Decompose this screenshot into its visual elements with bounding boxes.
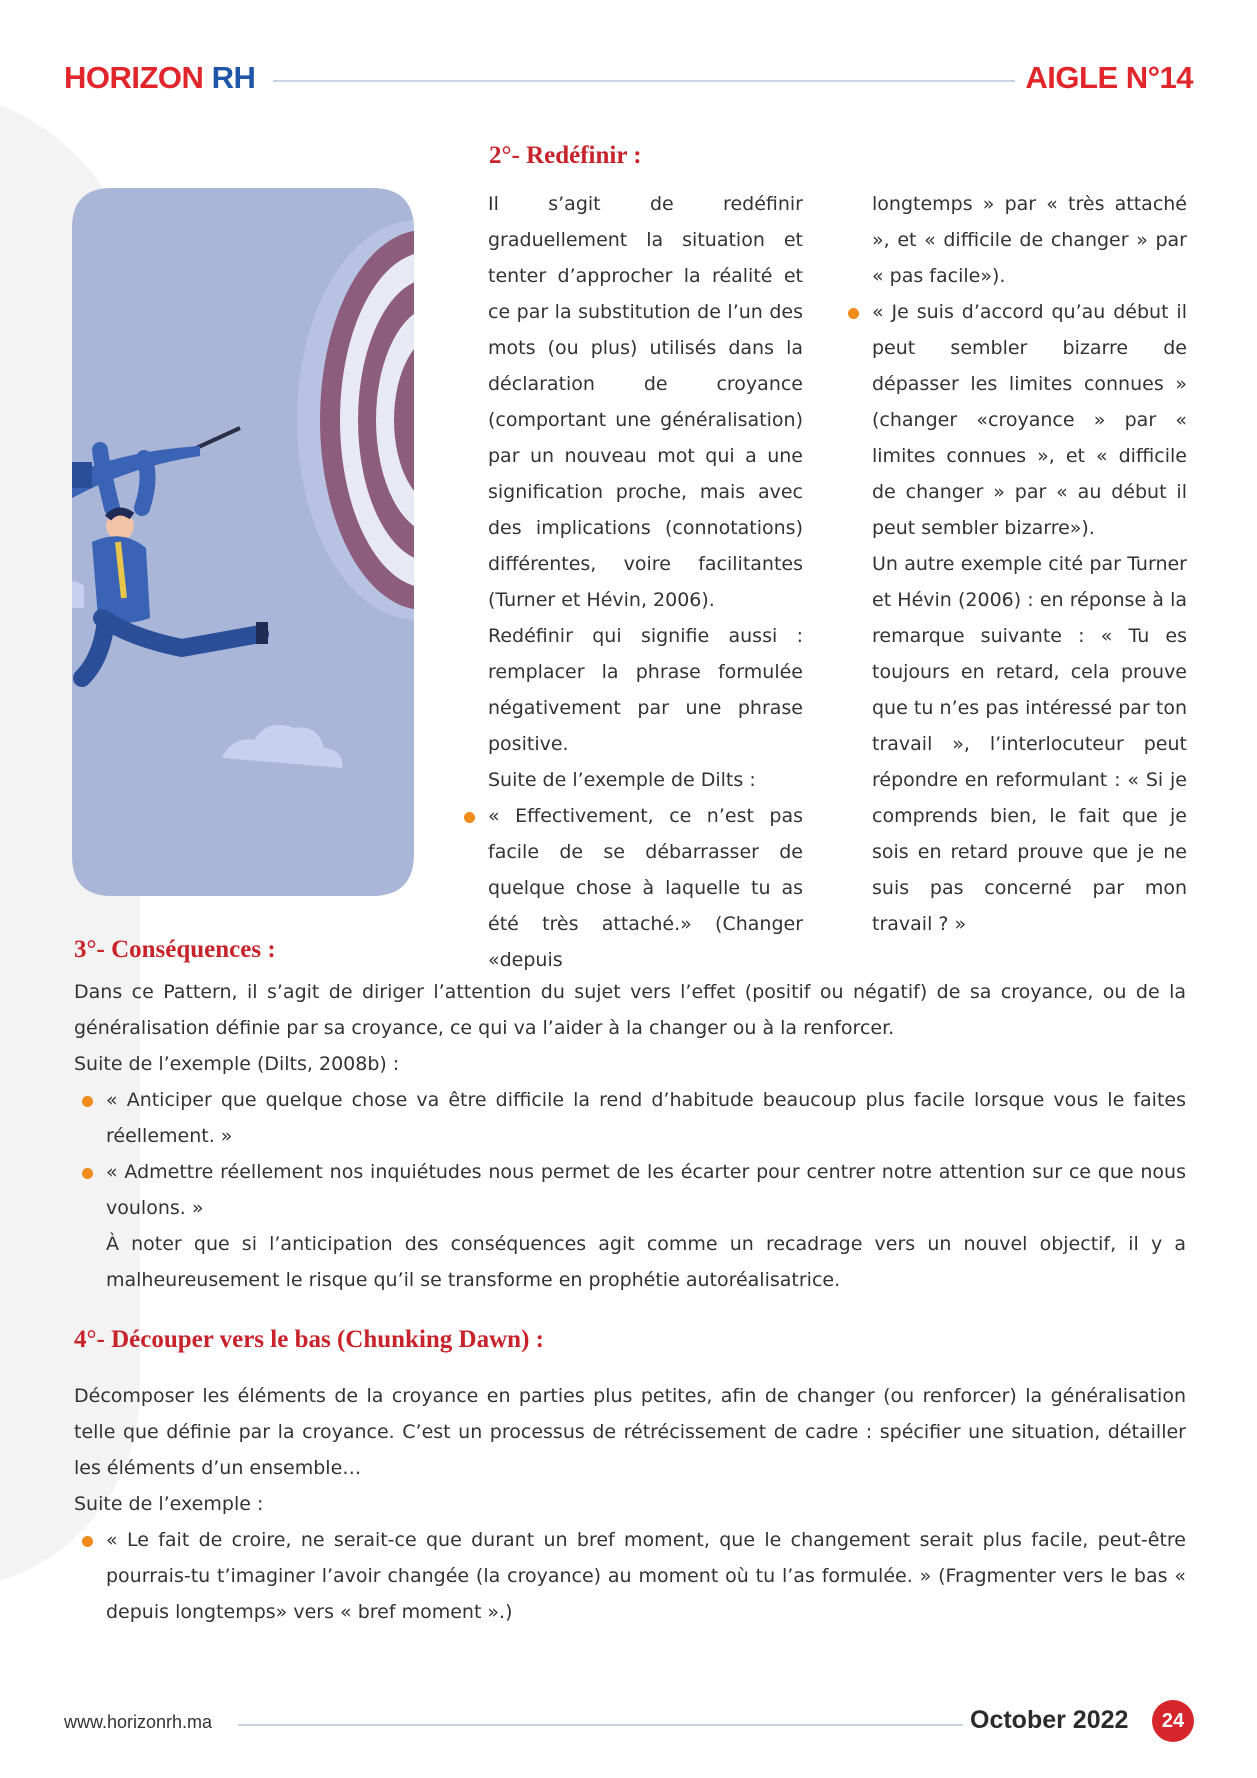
section4-body bbox=[74, 1378, 1186, 1630]
section-heading-redefinir: 2°- Redéfinir : bbox=[489, 142, 642, 169]
page-number-badge: 24 bbox=[1152, 1700, 1194, 1742]
target-dart-illustration bbox=[72, 188, 414, 896]
paragraph: Un autre exemple cité par Turner et Hévin (2006) : en réponse à la remarque suivante : « Tu es toujours en retard, cela prouve que tu n’es pas intéressé par ton travail », l’interlocuteur peut répondre en reformulant : « Si je comprends bien, le fait que je sois en retard prouve que je ne suis pas concerné par mon travail ? » bbox=[872, 553, 1187, 935]
brand-logo-horizon: HORIZON bbox=[64, 60, 204, 95]
paragraph: Il s’agit de redéfinir graduellement la situation et tenter d’approcher la réalité et ce par la substitution de l’un des mots (ou plus) utilisés dans la déclaration de croyance (comportant une généralisation) par un nouveau mot qui a une signification proche, mais avec des implications (connotations) différentes, voire facilitantes (Turner et Hévin, 2006). bbox=[488, 193, 803, 611]
section2-right-column bbox=[872, 186, 1187, 942]
paragraph: Dans ce Pattern, il s’agit de diriger l’attention du sujet vers l’effet (positif ou négatif) de sa croyance, ou de la généralisation définie par sa croyance, ce qui va l’aider à la changer ou à la renforcer. bbox=[74, 981, 1186, 1039]
bullet-item: « Effectivement, ce n’est pas facile de se débarrasser de quelque chose à laquelle tu as été très attaché.» (Changer «depuis bbox=[488, 798, 803, 978]
paragraph: Suite de l’exemple : bbox=[74, 1493, 264, 1515]
issue-label: AIGLE N°14 bbox=[1025, 60, 1193, 95]
bullet-item: « Je suis d’accord qu’au début il peut sembler bizarre de dépasser les limites connues » (changer «croyance » par « limites connues », et « difficile de changer » par « au début il peut sembler bizarre»). bbox=[872, 294, 1187, 546]
section-heading-consequences: 3°- Conséquences : bbox=[74, 936, 276, 963]
paragraph: Suite de l’exemple (Dilts, 2008b) : bbox=[74, 1053, 400, 1075]
page-footer bbox=[0, 1700, 1257, 1744]
bullet-item: « Anticiper que quelque chose va être difficile la rend d’habitude beaucoup plus facile lorsque vous le faites réellement. » bbox=[74, 1082, 1186, 1154]
section-heading-decouper: 4°- Découper vers le bas (Chunking Dawn) : bbox=[74, 1326, 544, 1353]
brand-logo-rh: RH bbox=[211, 60, 256, 95]
bullet-item: « Le fait de croire, ne serait-ce que durant un bref moment, que le changement serait plus facile, peut-être pourrais-tu t’imaginer l’avoir changée (la croyance) au moment où tu l’as formulée. » (Fragmenter vers le bas « depuis longtemps» vers « bref moment ».) bbox=[74, 1522, 1186, 1630]
paragraph: longtemps » par « très attaché », et « difficile de changer » par « pas facile»). bbox=[872, 193, 1187, 287]
paragraph: À noter que si l’anticipation des conséquences agit comme un recadrage vers un nouvel objectif, il y a malheureusement le risque qu’il se transforme en prophétie autoréalisatrice. bbox=[106, 1233, 1186, 1291]
header-divider bbox=[273, 80, 1015, 82]
footer-divider bbox=[238, 1724, 963, 1726]
bullet-item: « Admettre réellement nos inquiétudes nous permet de les écarter pour centrer notre attention sur ce que nous voulons. » bbox=[74, 1154, 1186, 1226]
website-link[interactable]: www.horizonrh.ma bbox=[64, 1712, 213, 1732]
paragraph: Redéfinir qui signifie aussi : remplacer la phrase formulée négativement par une phrase positive. bbox=[488, 625, 803, 755]
page-header bbox=[0, 60, 1257, 100]
paragraph: Décomposer les éléments de la croyance en parties plus petites, afin de changer (ou renforcer) la généralisation telle que définie par la croyance. C’est un processus de rétrécissement de cadre : spécifier une situation, détailler les éléments d’un ensemble… bbox=[74, 1385, 1186, 1479]
section3-body bbox=[74, 974, 1186, 1298]
paragraph: Suite de l’exemple de Dilts : bbox=[488, 769, 756, 791]
issue-date: October 2022 bbox=[970, 1706, 1129, 1734]
section2-left-column bbox=[488, 186, 803, 978]
brand-logo bbox=[64, 60, 255, 96]
